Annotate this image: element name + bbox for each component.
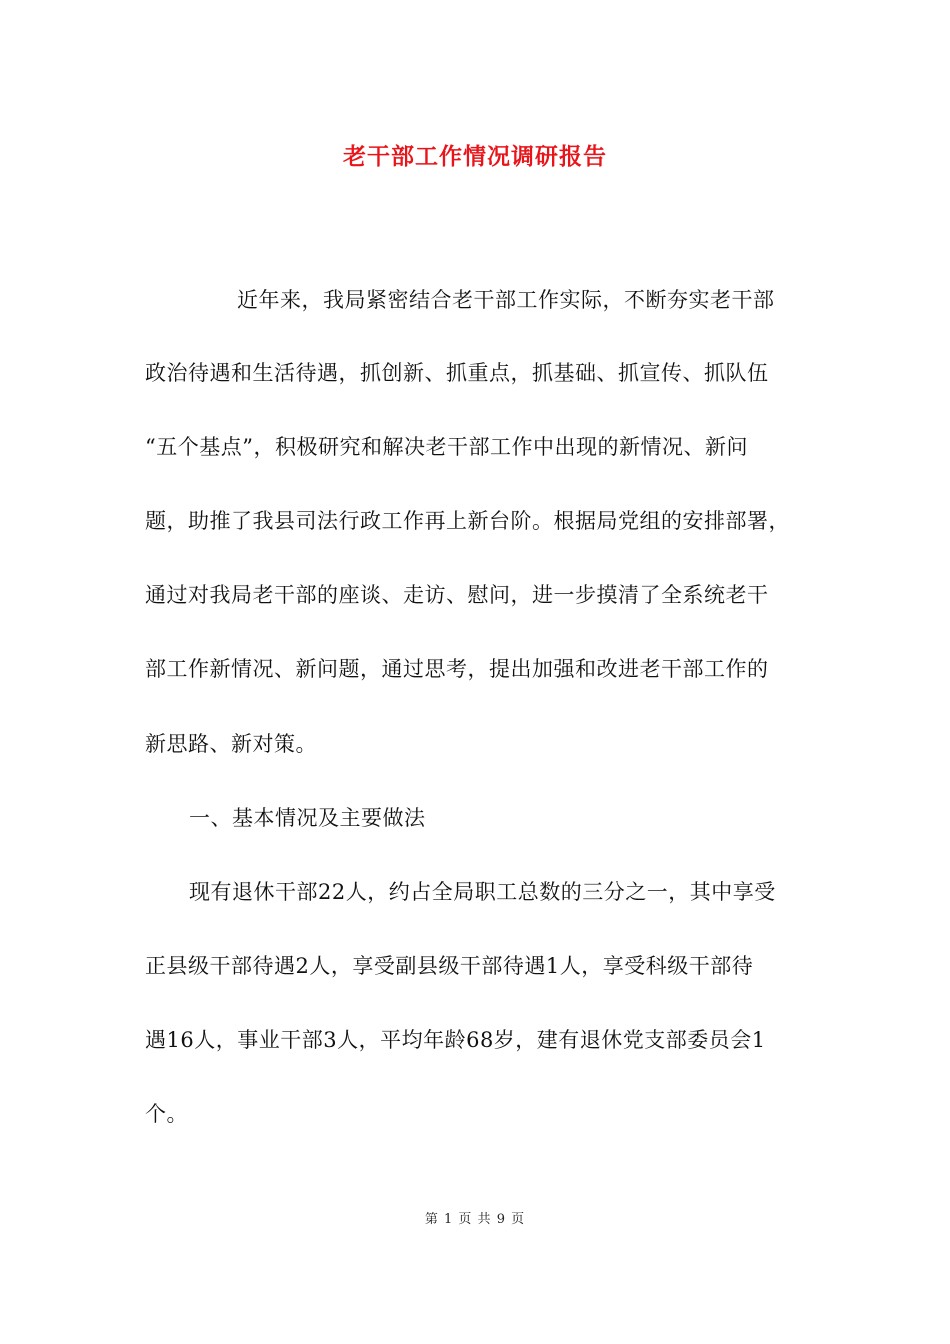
section-heading: 一、基本情况及主要做法: [189, 806, 426, 830]
page-number: 第 1 页 共 9 页: [424, 1212, 526, 1227]
paragraph-line: 个。: [145, 1102, 188, 1126]
paragraph-line: 现有退休干部22人，约占全局职工总数的三分之一，其中享受: [189, 880, 776, 904]
paragraph-line: 题，助推了我县司法行政工作再上新台阶。根据局党组的安排部署，: [145, 509, 790, 533]
document-title: 老干部工作情况调研报告: [343, 143, 607, 170]
paragraph-line: 正县级干部待遇2人，享受副县级干部待遇1人，享受科级干部待: [145, 954, 754, 978]
paragraph-line: 通过对我局老干部的座谈、走访、慰问，进一步摸清了全系统老干: [145, 583, 769, 607]
paragraph-line: 遇16人，事业干部3人，平均年龄68岁，建有退休党支部委员会1: [145, 1028, 766, 1052]
paragraph-line: 新思路、新对策。: [145, 732, 317, 756]
paragraph-line: “五个基点”，积极研究和解决老干部工作中出现的新情况、新问: [145, 435, 748, 459]
paragraph-line: 部工作新情况、新问题，通过思考，提出加强和改进老干部工作的: [145, 657, 769, 681]
paragraph-line: 近年来，我局紧密结合老干部工作实际，不断夯实老干部: [237, 288, 775, 312]
paragraph-line: 政治待遇和生活待遇，抓创新、抓重点，抓基础、抓宣传、抓队伍: [145, 361, 769, 385]
